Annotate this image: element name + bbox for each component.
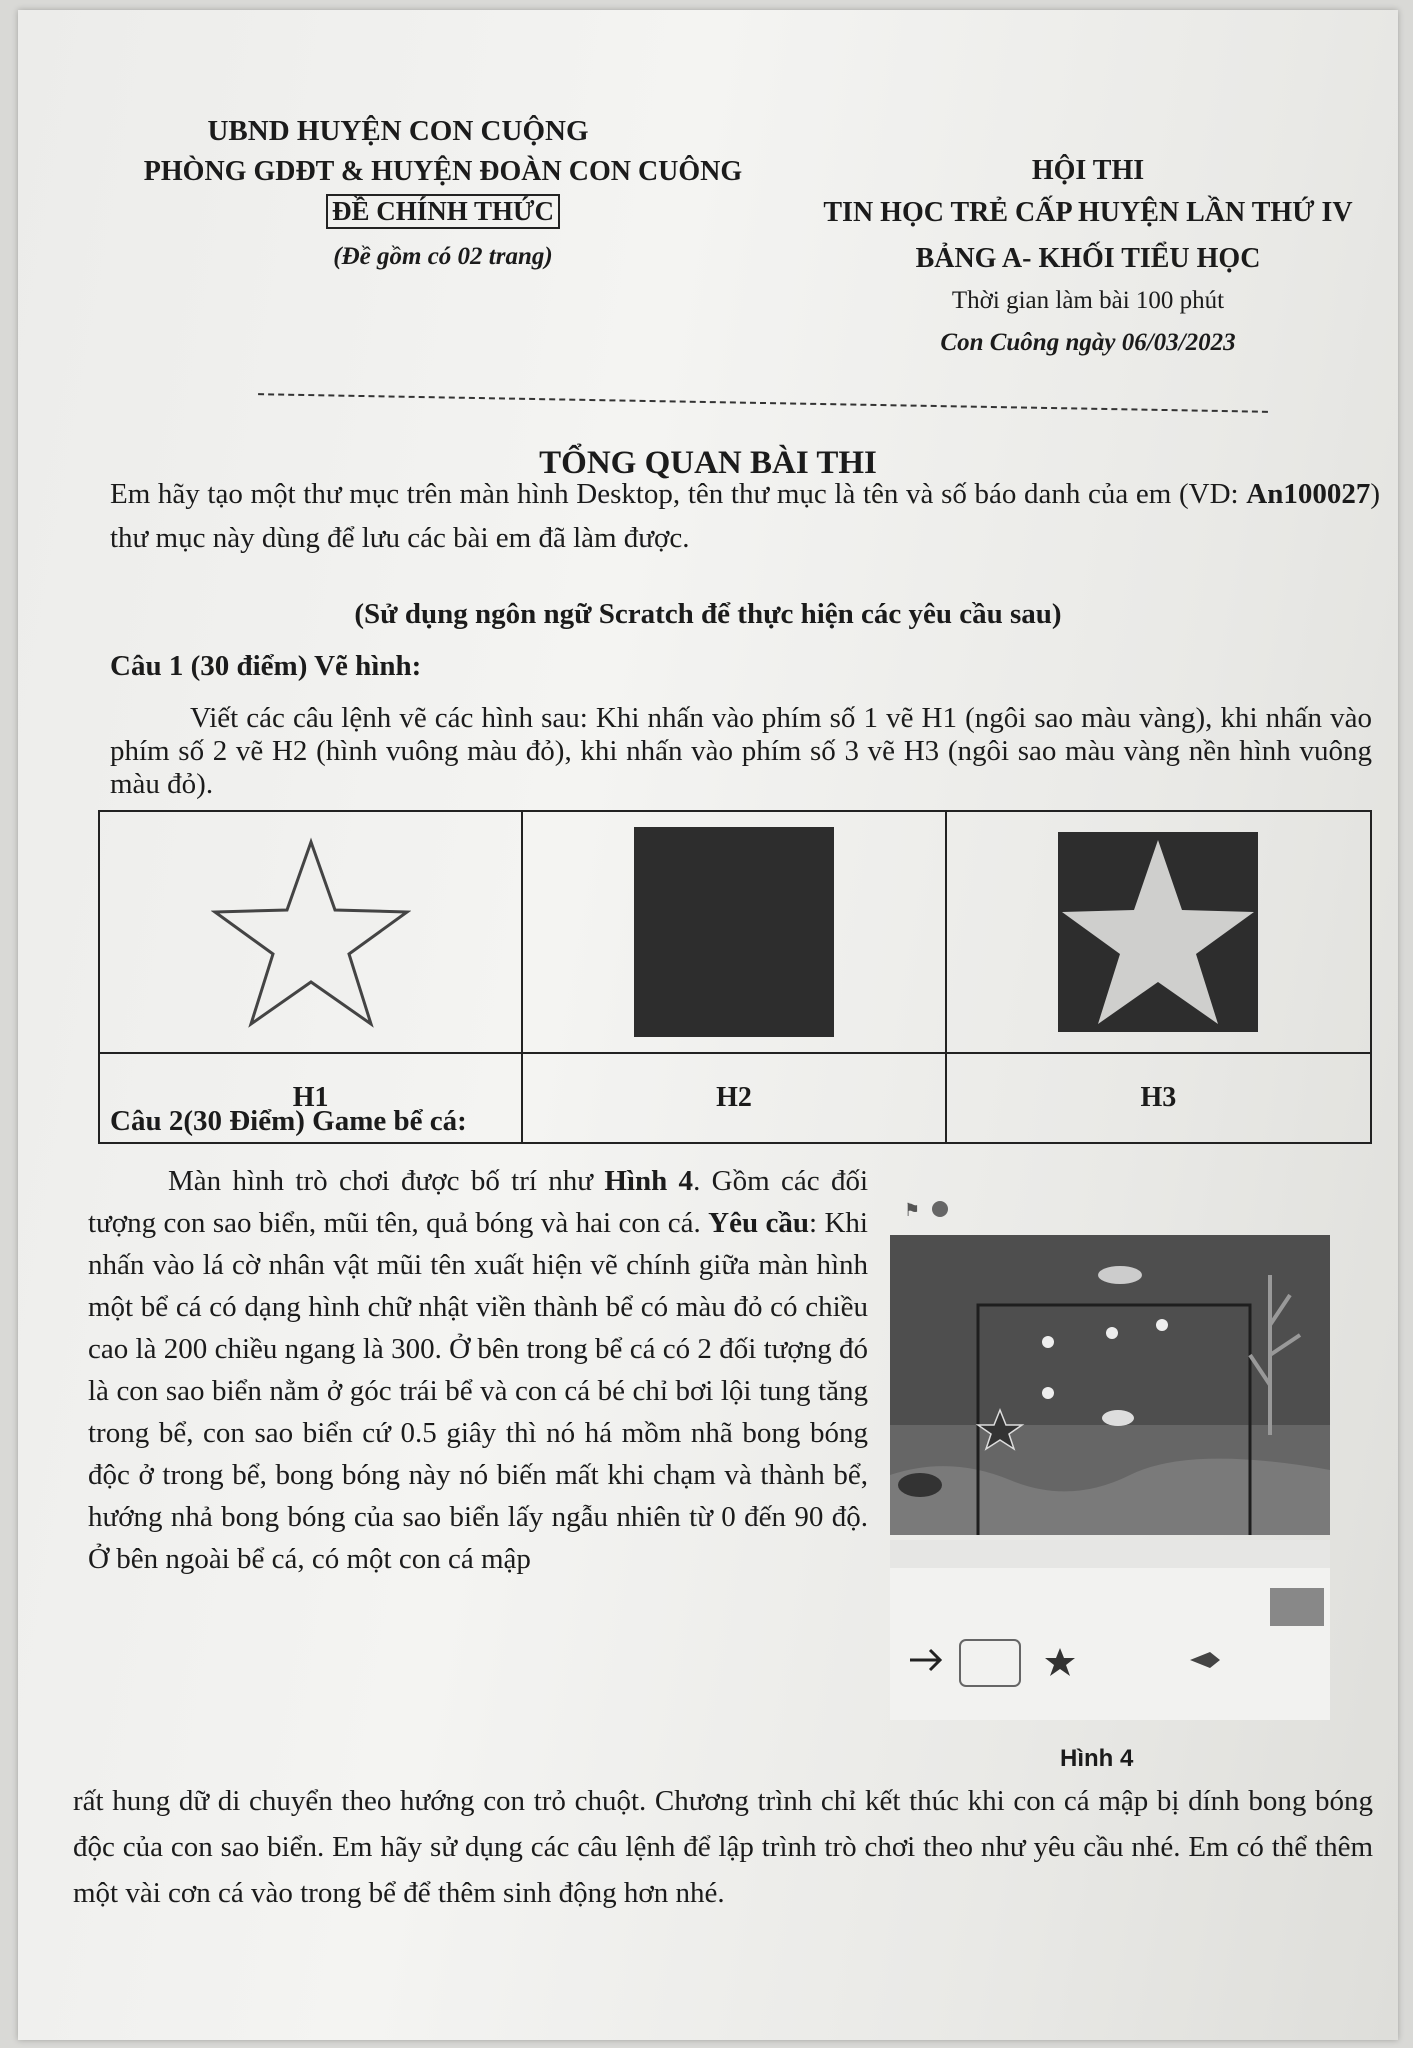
pages-note: (Đề gồm có 02 trang) [333, 243, 553, 270]
overview-title: TỔNG QUAN BÀI THI [539, 445, 877, 481]
header-left [118, 115, 768, 271]
figure-h1 [100, 812, 523, 1052]
scratch-sprite-panel [890, 1540, 1330, 1720]
requirement-label: Yêu cầu [708, 1207, 810, 1239]
header-right [808, 155, 1368, 357]
contest-title: HỘI THI [1031, 155, 1145, 186]
overview-intro [110, 472, 1380, 560]
q2-intro-part-1: Màn hình trò chơi được bố trí như [168, 1165, 605, 1197]
question-2-title: Câu 2(30 Điểm) Game bể cá: [110, 1105, 467, 1137]
division: BẢNG A- KHỐI TIỂU HỌC [915, 243, 1261, 274]
org-line-1: UBND HUYỆN CON CUỘNG [207, 115, 589, 147]
intro-example: An100027 [1246, 478, 1371, 510]
q2-intro-fig: Hình 4 [604, 1165, 694, 1197]
question-1-title: Câu 1 (30 điểm) Vẽ hình: [110, 650, 422, 682]
requirement-text: : Khi nhấn vào lá cờ nhân vật mũi tên xuất hiện vẽ chính giữa màn hình một bể cá có dạng hình chữ nhật viền thành bể có màu đỏ có chiều cao là 200 chiều ngang là 300. Ở bên trong bể cá có 2 đối tượng đó là con sao biển nằm ở góc trái bể và con cá bé chỉ bơi lội tung tăng trong bể, con sao biển cứ 0.5 giây thì nó há mồm nhã bong bóng độc ở trong bể, bong bóng này nó biến mất khi chạm và thành bể, hướng nhả bong bóng của sao biển lấy ngẫu nhiên từ 0 đến 90 độ. Ở bên ngoài bể cá, có một con cá mập [88, 1207, 868, 1575]
figure-4 [888, 1185, 1368, 1775]
question-1-body: Viết các câu lệnh vẽ các hình sau: Khi nhấn vào phím số 1 vẽ H1 (ngôi sao màu vàng), khi nhấn vào phím số 2 vẽ H2 (hình vuông màu đỏ), khi nhấn vào phím số 3 vẽ H3 (ngôi sao màu vàng nền hình vuông màu đỏ). [110, 702, 1372, 800]
flag-icon: ⚑ [904, 1200, 921, 1220]
sprite-list [890, 1540, 1330, 1720]
star-on-square-icon [1058, 832, 1258, 1032]
intro-part-2: ) thư mục này dùng để lưu các bài em đã làm được. [110, 478, 1380, 554]
place-date: Con Cuông ngày 06/03/2023 [940, 329, 1236, 356]
official-label: ĐỀ CHÍNH THỨC [326, 194, 560, 229]
q2-intro-part-2: . Gồm các đối tượng con sao biển, mũi tên, quả bóng và hai con cá. [88, 1165, 869, 1239]
figure-h2 [523, 812, 946, 1052]
language-note: (Sử dụng ngôn ngữ Scratch để thực hiện các yêu cầu sau) [354, 598, 1062, 630]
filled-square-icon [634, 827, 834, 1037]
caption-h3: H3 [947, 1052, 1370, 1142]
figure-4-caption: Hình 4 [1060, 1745, 1134, 1772]
exam-page [18, 10, 1398, 2040]
caption-h1: H1 [100, 1052, 523, 1142]
stop-icon [932, 1201, 948, 1217]
figure-h3 [947, 812, 1370, 1052]
intro-part-1: Em hãy tạo một thư mục trên màn hình Desktop, tên thư mục là tên và số báo danh của em (VD: [110, 478, 1247, 510]
header-divider [258, 393, 1268, 413]
org-line-2: PHÒNG GDĐT & HUYỆN ĐOÀN CON CUÔNG [143, 156, 743, 187]
question-2-body [88, 1160, 868, 1580]
scratch-stage [890, 1235, 1330, 1535]
question-1-figures [98, 810, 1372, 1144]
question-2-continuation: rất hung dữ di chuyển theo hướng con trỏ chuột. Chương trình chỉ kết thúc khi con cá mập bị dính bong bóng độc của con sao biển. Em hãy sử dụng các câu lệnh để lập trình trò chơi theo như yêu cầu nhé. Em có thể thêm một vài cơn cá vào trong bể để thêm sinh động hơn nhé. [73, 1785, 1373, 1909]
duration: Thời gian làm bài 100 phút [951, 287, 1225, 314]
aquarium-scene [890, 1235, 1330, 1535]
star-outline-icon [211, 832, 411, 1032]
caption-h2: H2 [523, 1052, 946, 1142]
contest-name: TIN HỌC TRẺ CẤP HUYỆN LẦN THỨ IV [823, 197, 1353, 228]
